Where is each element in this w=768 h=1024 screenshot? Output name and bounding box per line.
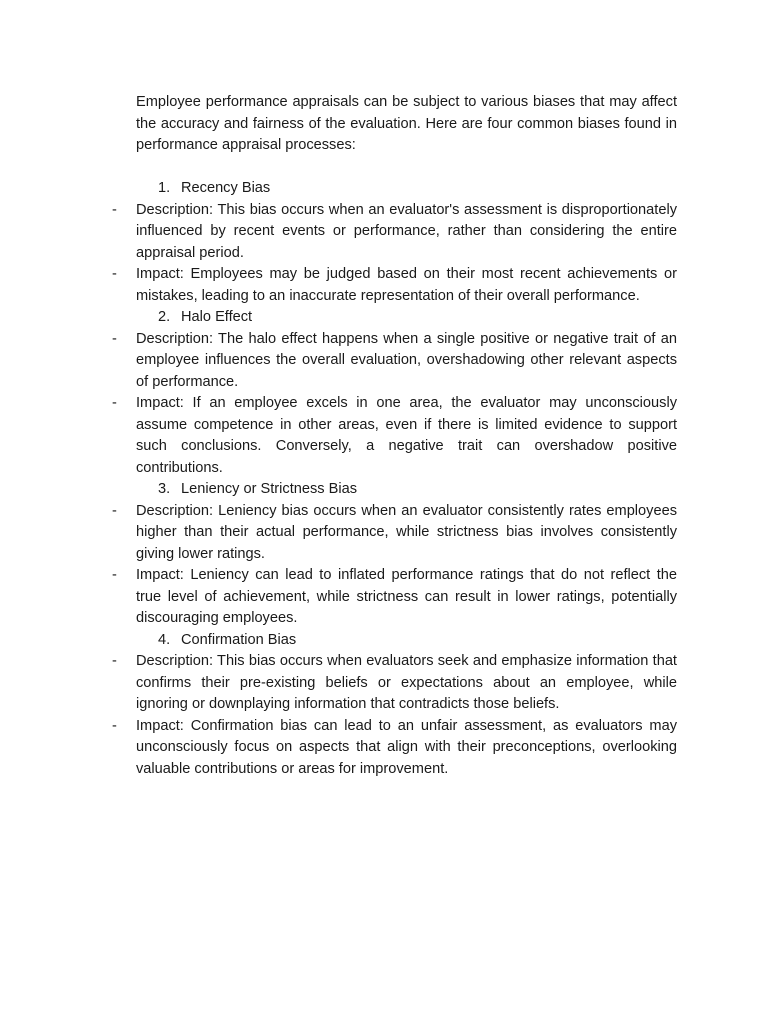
bias-description-text: Description: This bias occurs when an evaluator's assessment is disproportionately influenced by recent events or performance, rather than considering the entire appraisal period. bbox=[136, 201, 677, 261]
intro-paragraph: Employee performance appraisals can be subject to various biases that may affect the accuracy and fairness of the evaluation. Here are four common biases found in performance appraisal processes: bbox=[136, 94, 677, 153]
bias-heading bbox=[136, 479, 677, 501]
bias-description-text: Description: Leniency bias occurs when an evaluator consistently rates employees higher than their actual performance, while strictness bias involves consistently giving lower ratings. bbox=[136, 502, 677, 562]
bias-number: 2. bbox=[158, 309, 171, 325]
bias-impact-text: Impact: Leniency can lead to inflated performance ratings that do not reflect the true level of achievement, while strictness can result in lower ratings, potentially discouraging employees. bbox=[136, 567, 677, 626]
dash-bullet: - bbox=[112, 567, 117, 583]
bias-section-leniency bbox=[112, 479, 677, 630]
bias-impact bbox=[112, 264, 677, 307]
bias-heading bbox=[136, 307, 677, 329]
bias-impact bbox=[112, 393, 677, 479]
bias-description-text: Description: This bias occurs when evaluators seek and emphasize information that confirms their pre-existing beliefs or expectations about an employee, while ignoring or downplaying information that contradicts those beliefs. bbox=[136, 653, 677, 712]
bias-description-text: Description: The halo effect happens when a single positive or negative trait of an employee influences the overall evaluation, overshadowing other relevant aspects of performance. bbox=[136, 330, 677, 390]
dash-bullet: - bbox=[112, 717, 117, 734]
bias-impact-text: Impact: Employees may be judged based on their most recent achievements or mistakes, leading to an inaccurate representation of their overall performance. bbox=[136, 266, 677, 304]
bias-description bbox=[112, 329, 677, 394]
bias-number: 1. bbox=[158, 180, 171, 196]
bias-title: Leniency or Strictness Bias bbox=[181, 481, 358, 497]
bias-section-confirmation bbox=[112, 630, 677, 781]
dash-bullet: - bbox=[112, 266, 117, 282]
bias-impact-text: Impact: If an employee excels in one area, the evaluator may unconsciously assume competence in other areas, even if there is limited evidence to support such conclusions. Conversely, a negative trait can overshadow positive contributions. bbox=[136, 395, 677, 476]
bias-description bbox=[112, 651, 677, 716]
bias-description bbox=[112, 200, 677, 265]
bias-description bbox=[112, 501, 677, 566]
bias-number: 4. bbox=[158, 631, 171, 648]
bias-impact bbox=[112, 565, 677, 630]
dash-bullet: - bbox=[112, 201, 117, 218]
dash-bullet: - bbox=[112, 502, 117, 519]
bias-section-recency bbox=[112, 178, 677, 307]
dash-bullet: - bbox=[112, 330, 117, 347]
dash-bullet: - bbox=[112, 653, 117, 669]
bias-impact-text: Impact: Confirmation bias can lead to an unfair assessment, as evaluators may unconsciously focus on aspects that align with their preconceptions, overlooking valuable contributions or areas for improvement. bbox=[136, 717, 677, 777]
bias-heading bbox=[136, 178, 677, 200]
document-body bbox=[112, 92, 677, 780]
bias-title: Recency Bias bbox=[181, 180, 271, 196]
bias-impact bbox=[112, 716, 677, 781]
bias-heading bbox=[136, 630, 677, 652]
dash-bullet: - bbox=[112, 395, 117, 411]
bias-title: Confirmation Bias bbox=[181, 631, 297, 648]
bias-title: Halo Effect bbox=[181, 309, 253, 325]
bias-number: 3. bbox=[158, 481, 171, 497]
bias-section-halo bbox=[112, 307, 677, 479]
